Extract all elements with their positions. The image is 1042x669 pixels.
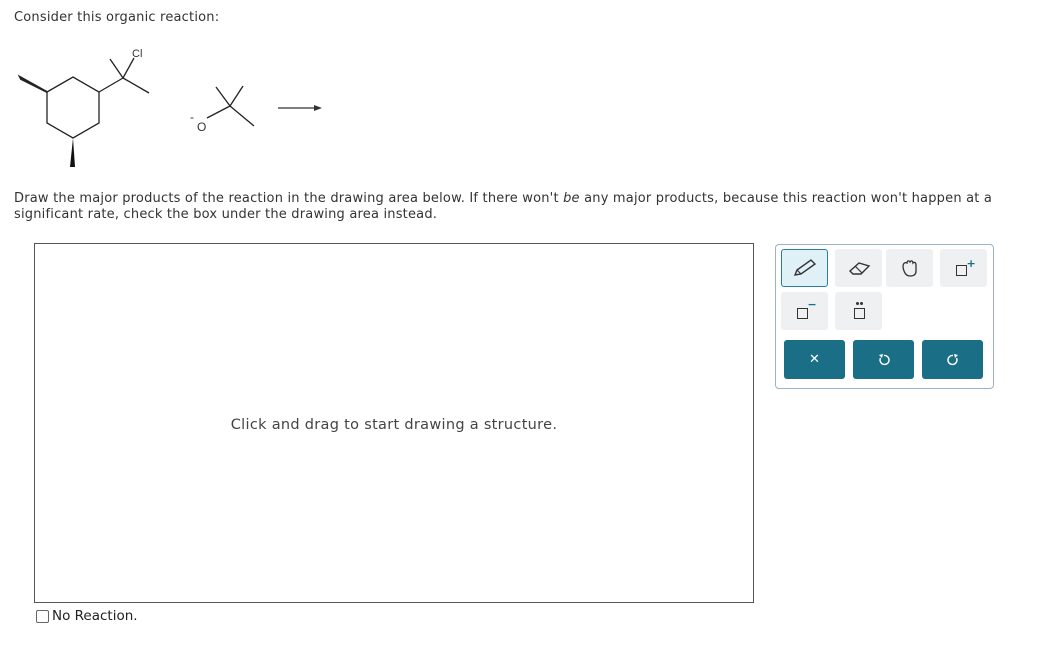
question-instructions: Draw the major products of the reaction in the drawing area below. If there won't be any major products, because this reaction won't happen at a significant rate, check the box under the drawing area instead. xyxy=(14,191,993,222)
add-negative-charge-icon: − xyxy=(795,301,815,321)
eraser-icon xyxy=(844,257,874,279)
hand-icon xyxy=(898,257,922,279)
canvas-hint: Click and drag to start drawing a structure. xyxy=(230,417,558,433)
add-lone-pair-icon xyxy=(849,301,869,321)
hand-tool-button[interactable] xyxy=(886,249,933,287)
tert-chloride-branch xyxy=(99,58,149,93)
reaction-arrow xyxy=(278,105,322,111)
eraser-tool-button[interactable] xyxy=(835,249,882,287)
question-prompt: Consider this organic reaction: xyxy=(14,10,220,25)
pencil-tool-button[interactable] xyxy=(781,249,828,287)
no-reaction-label: No Reaction. xyxy=(52,608,138,624)
reaction-scheme xyxy=(0,40,360,180)
drawing-canvas[interactable] xyxy=(34,243,754,603)
lone-pair-tool-button[interactable] xyxy=(835,292,882,330)
redo-icon xyxy=(945,352,961,368)
wedge-bond-methyl-bottom xyxy=(70,138,75,167)
no-reaction-option[interactable] xyxy=(36,608,138,624)
negative-charge-tool-button[interactable] xyxy=(781,292,828,330)
undo-icon xyxy=(876,352,892,368)
positive-charge-tool-button[interactable] xyxy=(940,249,987,287)
cyclohexane-ring xyxy=(47,77,99,138)
pencil-icon xyxy=(791,257,819,279)
oxygen-label: O xyxy=(197,120,207,134)
wedge-bond-methyl-left xyxy=(20,77,47,92)
clear-button[interactable] xyxy=(784,340,845,379)
add-positive-charge-icon: + xyxy=(954,258,974,278)
clear-icon: ✕ xyxy=(809,352,820,367)
drawing-toolbar xyxy=(775,244,994,389)
chlorine-label: Cl xyxy=(132,48,143,60)
redo-button[interactable] xyxy=(922,340,983,379)
tert-butoxide xyxy=(207,86,254,126)
undo-button[interactable] xyxy=(853,340,914,379)
negative-charge-label: - xyxy=(190,110,194,124)
no-reaction-checkbox[interactable] xyxy=(36,610,49,623)
